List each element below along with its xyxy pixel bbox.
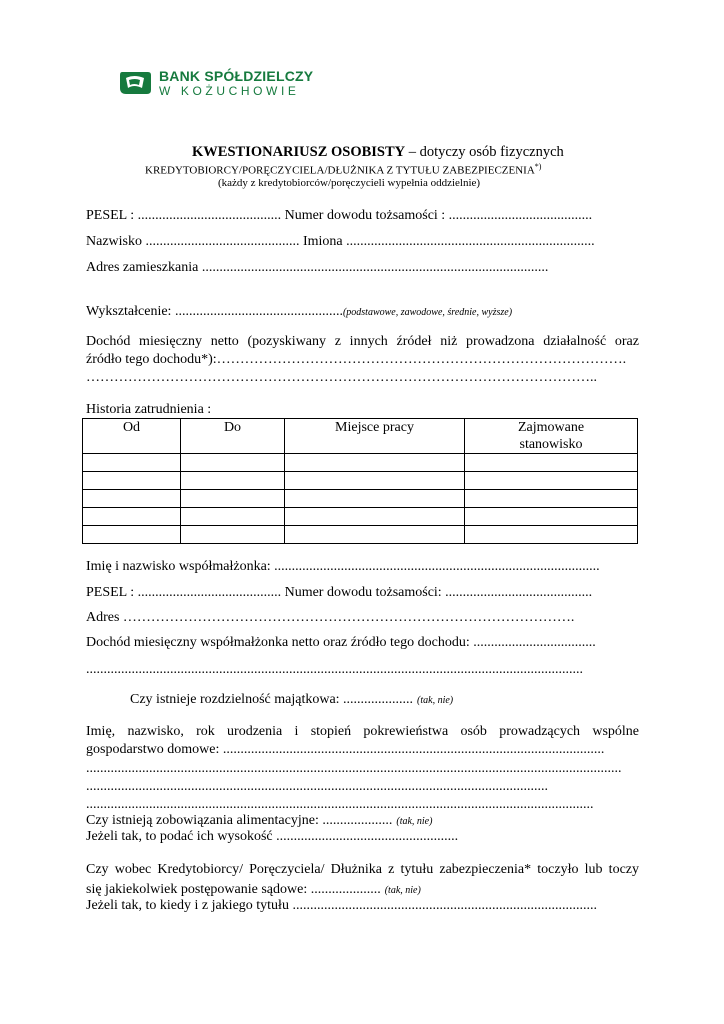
table-row bbox=[83, 526, 638, 544]
table-cell[interactable] bbox=[83, 526, 181, 544]
spouse-income-field[interactable]: Dochód miesięczny współmałżonka netto oraz źródło tego dochodu: ................................... bbox=[86, 635, 596, 650]
table-cell[interactable] bbox=[83, 490, 181, 508]
col-workplace-header: Miejsce pracy bbox=[285, 419, 465, 454]
table-cell[interactable] bbox=[181, 472, 285, 490]
employment-header-row bbox=[83, 419, 638, 454]
court-details-field[interactable]: Jeżeli tak, to kiedy i z jakiego tytułu ....................................................................................... bbox=[86, 898, 597, 913]
form-subtitle-text: KREDYTOBIORCY/PORĘCZYCIELA/DŁUŻNIKA Z TYTUŁU ZABEZPIECZENIA bbox=[145, 164, 535, 177]
bank-logo-icon bbox=[118, 70, 152, 96]
table-row bbox=[83, 490, 638, 508]
table-cell[interactable] bbox=[285, 454, 465, 472]
court-line-1: Czy wobec Kredytobiorcy/ Poręczyciela/ Dłużnika z tytułu zabezpieczenia* toczyło lub toczy bbox=[86, 862, 639, 877]
table-cell[interactable] bbox=[181, 508, 285, 526]
table-row bbox=[83, 508, 638, 526]
col-position-header: Zajmowane stanowisko bbox=[465, 419, 638, 454]
alimony-label: Czy istnieją zobowiązania alimentacyjne: .................... bbox=[86, 813, 393, 828]
name-field[interactable]: Nazwisko ............................................ Imiona ....................................................................... bbox=[86, 234, 595, 249]
table-row bbox=[83, 454, 638, 472]
table-cell[interactable] bbox=[285, 472, 465, 490]
court-hint: (tak, nie) bbox=[384, 885, 421, 896]
table-cell[interactable] bbox=[83, 472, 181, 490]
bank-location: W KOŻUCHOWIE bbox=[159, 84, 300, 98]
spouse-pesel-field[interactable]: PESEL : ......................................... Numer dowodu tożsamości: .......................................... bbox=[86, 585, 593, 600]
form-title bbox=[192, 144, 564, 161]
table-cell[interactable] bbox=[285, 508, 465, 526]
table-cell[interactable] bbox=[465, 490, 638, 508]
property-separation-hint: (tak, nie) bbox=[417, 695, 454, 706]
court-label: się jakiekolwiek postępowanie sądowe: .................... bbox=[86, 882, 381, 897]
household-line-4[interactable]: .................................................................................................................................... bbox=[86, 779, 548, 794]
spouse-income-continuation[interactable]: .............................................................................................................................................. bbox=[86, 662, 583, 677]
pesel-field[interactable]: PESEL : ......................................... Numer dowodu tożsamości : ......................................... bbox=[86, 208, 593, 223]
education-hint: (podstawowe, zawodowe, średnie, wyższe) bbox=[342, 307, 513, 318]
table-cell[interactable] bbox=[83, 454, 181, 472]
form-title-rest: – dotyczy osób fizycznych bbox=[405, 144, 564, 160]
alimony-hint: (tak, nie) bbox=[396, 816, 433, 827]
col-from-header: Od bbox=[83, 419, 181, 454]
household-line-1: Imię, nazwisko, rok urodzenia i stopień pokrewieństwa osób prowadzących wspólne bbox=[86, 724, 639, 739]
table-row bbox=[83, 472, 638, 490]
address-field[interactable]: Adres zamieszkania ................................................................................................... bbox=[86, 260, 549, 275]
spouse-address-field[interactable]: Adres ……………………………………………………………………………………. bbox=[86, 610, 575, 625]
employment-label: Historia zatrudnienia : bbox=[86, 402, 212, 417]
table-cell[interactable] bbox=[83, 508, 181, 526]
property-separation-field[interactable] bbox=[130, 690, 453, 708]
table-cell[interactable] bbox=[181, 526, 285, 544]
alimony-amount-field[interactable]: Jeżeli tak, to podać ich wysokość .................................................... bbox=[86, 829, 459, 844]
bank-name: BANK SPÓŁDZIELCZY bbox=[159, 68, 314, 84]
table-cell[interactable] bbox=[465, 454, 638, 472]
employment-table bbox=[82, 418, 638, 544]
form-title-bold: KWESTIONARIUSZ OSOBISTY bbox=[192, 144, 406, 160]
table-cell[interactable] bbox=[181, 490, 285, 508]
col-to-header: Do bbox=[181, 419, 285, 454]
income-line-3[interactable]: ……………………………………………………………………………………………….. bbox=[86, 370, 597, 385]
spouse-name-field[interactable]: Imię i nazwisko współmałżonka: ............................................................................................. bbox=[86, 559, 600, 574]
household-line-3[interactable]: ......................................................................................................................................................... bbox=[86, 761, 622, 776]
education-field[interactable] bbox=[86, 302, 512, 320]
table-cell[interactable] bbox=[285, 490, 465, 508]
table-cell[interactable] bbox=[285, 526, 465, 544]
form-subtitle-sup: *) bbox=[534, 162, 542, 171]
table-cell[interactable] bbox=[181, 454, 285, 472]
form-note: (każdy z kredytobiorców/poręczycieli wypełnia oddzielnie) bbox=[218, 177, 481, 189]
education-label: Wykształcenie: ................................................ bbox=[86, 304, 343, 319]
property-separation-label: Czy istnieje rozdzielność majątkowa: .................... bbox=[130, 692, 414, 707]
table-cell[interactable] bbox=[465, 472, 638, 490]
table-cell[interactable] bbox=[465, 508, 638, 526]
alimony-field[interactable] bbox=[86, 811, 432, 829]
form-subtitle bbox=[145, 162, 541, 177]
income-line-2[interactable]: źródło tego dochodu*):……………………………………………………………………………. bbox=[86, 352, 627, 367]
table-cell[interactable] bbox=[465, 526, 638, 544]
income-line-1: Dochód miesięczny netto (pozyskiwany z innych źródeł niż prowadzona działalność oraz bbox=[86, 334, 639, 349]
household-line-5[interactable]: ................................................................................................................................................. bbox=[86, 797, 594, 812]
court-field[interactable] bbox=[86, 880, 421, 898]
household-line-2[interactable]: gospodarstwo domowe: ............................................................................................................. bbox=[86, 742, 605, 757]
